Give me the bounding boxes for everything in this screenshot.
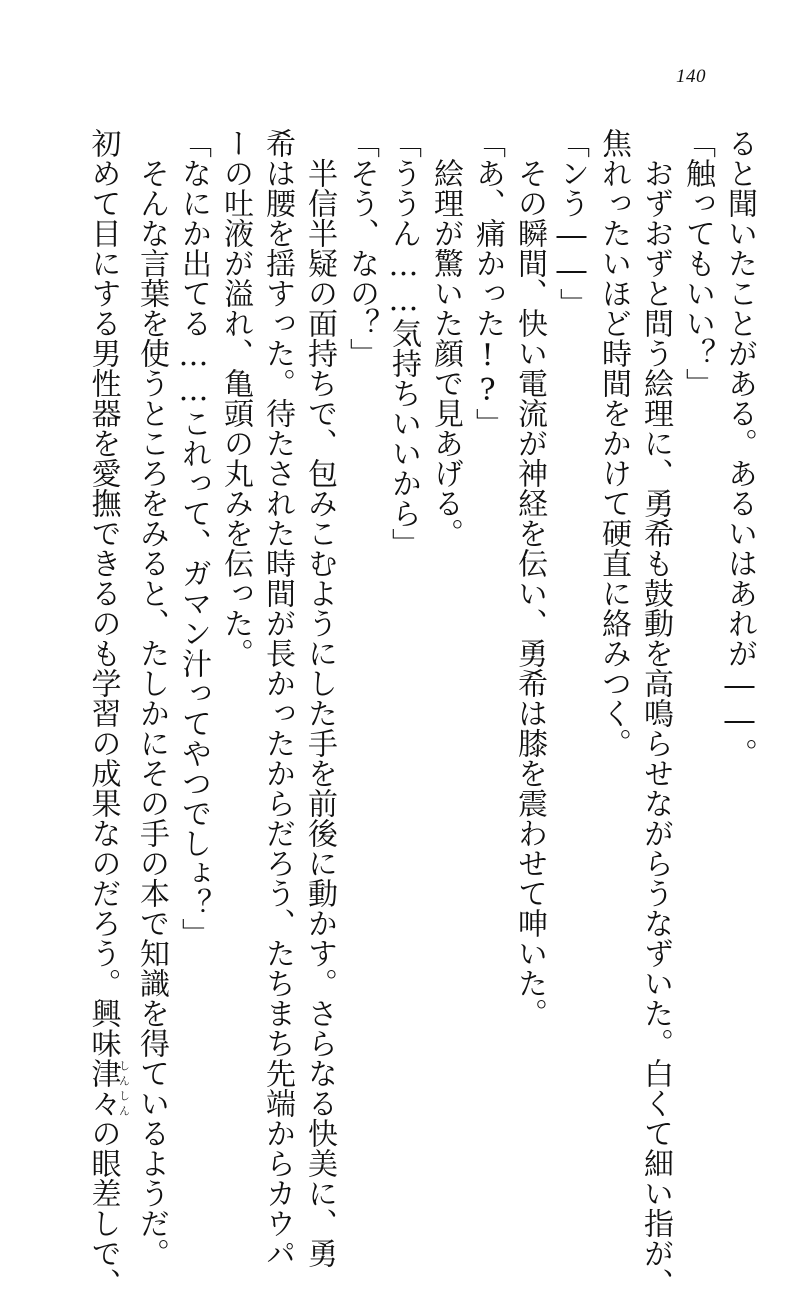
page-number: 140 bbox=[676, 66, 706, 87]
text-line: その瞬間、快い電流が神経を伝い、勇希は膝を震わせて呻いた。 bbox=[512, 128, 547, 1028]
text-line: ると聞いたことがある。あるいはあれが――。 bbox=[722, 128, 757, 768]
vertical-text-block bbox=[85, 128, 760, 1298]
text-line: 希は腰を揺すった。待たされた時間が長かったからだろう、たちまち先端からカウパ bbox=[260, 128, 295, 1268]
text-line: 絵理が驚いた顔で見あげる。 bbox=[428, 128, 463, 548]
text-line: 「触ってもいい？」 bbox=[680, 128, 715, 398]
text-line: 「なにか出てる……これって、ガマン汁ってやつでしょ？」 bbox=[176, 128, 211, 948]
text-line: そんな言葉を使うところをみると、たしかにその手の本で知識を得ているようだ。 bbox=[134, 128, 169, 1268]
text-line: 焦れったいほど時間をかけて硬直に絡みつく。 bbox=[596, 128, 631, 758]
text-line: 「あ、痛かった!?」 bbox=[470, 128, 505, 438]
ruby-annotation: 津々しんしん bbox=[85, 1058, 131, 1118]
text-line: 半信半疑の面持ちで、包みこむようにした手を前後に動かす。さらなる快美に、勇 bbox=[302, 128, 337, 1268]
text-line-with-ruby: 初めて目にする男性器を愛撫できるのも学習の成果なのだろう。興味津々しんしんの眼差しで、 bbox=[85, 128, 131, 1298]
text-line: おずおずと問う絵理に、勇希も鼓動を高鳴らせながらうなずいた。白くて細い指が、 bbox=[638, 128, 673, 1298]
text-line: ーの吐液が溢れ、亀頭の丸みを伝った。 bbox=[218, 128, 253, 668]
text-line: 「ンう――」 bbox=[554, 128, 589, 318]
text-line: 「そう、なの？」 bbox=[344, 128, 379, 368]
text-line: 「ううん……気持ちいいから」 bbox=[386, 128, 421, 558]
ruby-reading: しんしん bbox=[117, 1058, 131, 1118]
